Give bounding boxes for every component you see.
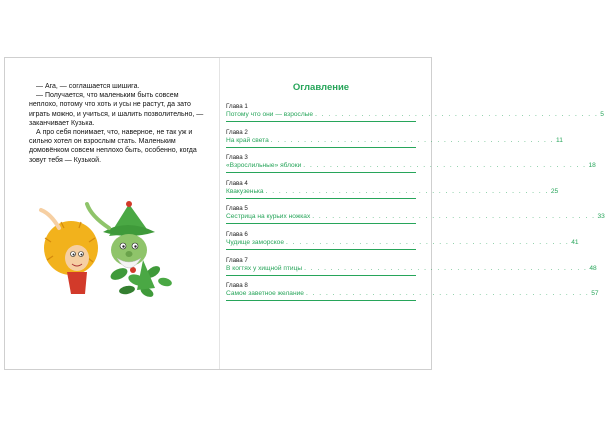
page-number: 5 — [600, 111, 604, 118]
dot-leader: . . . . . . . . . . . . . . . . . . . . . . . . . . . . . . . . . . . . . . . . . . . — [286, 238, 570, 246]
book-spread — [4, 57, 605, 370]
dot-leader: . . . . . . . . . . . . . . . . . . . . . . . . . . . . . . . . . . . . . . . . . . . — [265, 187, 549, 195]
chapter-row — [226, 136, 563, 148]
toc-title: Оглавление — [292, 82, 350, 93]
chapter-label: Глава 7 — [226, 256, 248, 264]
kuzka-and-shishiga-illustration — [31, 198, 179, 298]
chapter-label: Глава 2 — [226, 128, 248, 136]
dot-leader: . . . . . . . . . . . . . . . . . . . . . . . . . . . . . . . . . . . . . . . . . . . — [304, 264, 588, 272]
chapter-name: Потому что они — взрослые — [226, 111, 314, 118]
kuzka-figure-icon — [41, 210, 98, 294]
chapter-name: Квакузенька — [226, 187, 264, 195]
chapter-row — [226, 238, 579, 250]
toc-entry — [226, 230, 579, 250]
chapter-row — [226, 111, 604, 122]
chapter-row — [226, 162, 596, 173]
chapter-row — [226, 213, 605, 224]
chapter-row — [226, 264, 597, 276]
chapter-label: Глава 4 — [226, 179, 248, 187]
toc-entry — [226, 256, 597, 276]
story-paragraph: — Ага, — соглашается шишига. — [36, 83, 140, 90]
dot-leader: . . . . . . . . . . . . . . . . . . . . . . . . . . . . . . . . . . . . . . . . . . . — [270, 136, 555, 144]
chapter-label: Глава 8 — [226, 282, 248, 290]
story-paragraph: — Получается, что маленьким быть совсем неплохо, потому что хоть и усы не растут, да зато играть можно, и учиться, и шалить позволительно, — заканчивает Кузька. — [29, 92, 204, 127]
dot-leader: . . . . . . . . . . . . . . . . . . . . . . . . . . . . . . . . . . . . . . . . . . . — [303, 162, 587, 170]
page-fold — [219, 58, 220, 369]
toc-entry — [226, 103, 604, 122]
chapter-row — [226, 187, 559, 199]
left-page-text — [29, 82, 207, 165]
chapter-label: Глава 6 — [226, 230, 248, 238]
table-of-contents — [226, 82, 605, 308]
story-paragraph: А про себя понимает, что, наверное, не так уж и сильно хотел он взрослым стать. Маленьким домовёнком совсем неплохо быть, особенно, когда зовут тебя — Кузькой. — [29, 129, 197, 164]
chapter-label: Глава 3 — [226, 154, 248, 162]
chapter-name: Чудище заморское — [226, 238, 285, 246]
page-number: 25 — [550, 187, 559, 195]
chapter-name: Самое заветное желание — [226, 290, 304, 298]
toc-entry — [226, 282, 599, 301]
page-number: 18 — [588, 162, 596, 170]
toc-entry — [226, 154, 596, 173]
chapter-name: «Взрослильные» яблоки — [226, 162, 302, 170]
dot-leader: . . . . . . . . . . . . . . . . . . . . . . . . . . . . . . . . . . . . . . . . . . . — [305, 290, 590, 298]
chapter-name: В когтях у хищной птицы — [226, 264, 303, 272]
chapter-label: Глава 5 — [226, 205, 248, 213]
page-number: 11 — [556, 136, 563, 144]
page-number: 41 — [571, 238, 579, 246]
dot-leader: . . . . . . . . . . . . . . . . . . . . . . . . . . . . . . . . . . . . . . . . . . . — [315, 111, 599, 118]
chapter-name: На край света — [226, 136, 269, 144]
toc-entry — [226, 128, 563, 148]
chapter-label: Глава 1 — [226, 103, 248, 110]
page-number: 57 — [591, 290, 599, 298]
chapter-name: Сестрица на курьих ножках — [226, 213, 311, 221]
dot-leader: . . . . . . . . . . . . . . . . . . . . . . . . . . . . . . . . . . . . . . . . . . . — [312, 213, 596, 221]
toc-entry — [226, 179, 559, 199]
page-number: 33 — [597, 213, 605, 221]
page-number: 48 — [589, 264, 597, 272]
toc-entry — [226, 205, 605, 224]
chapter-row — [226, 290, 599, 301]
